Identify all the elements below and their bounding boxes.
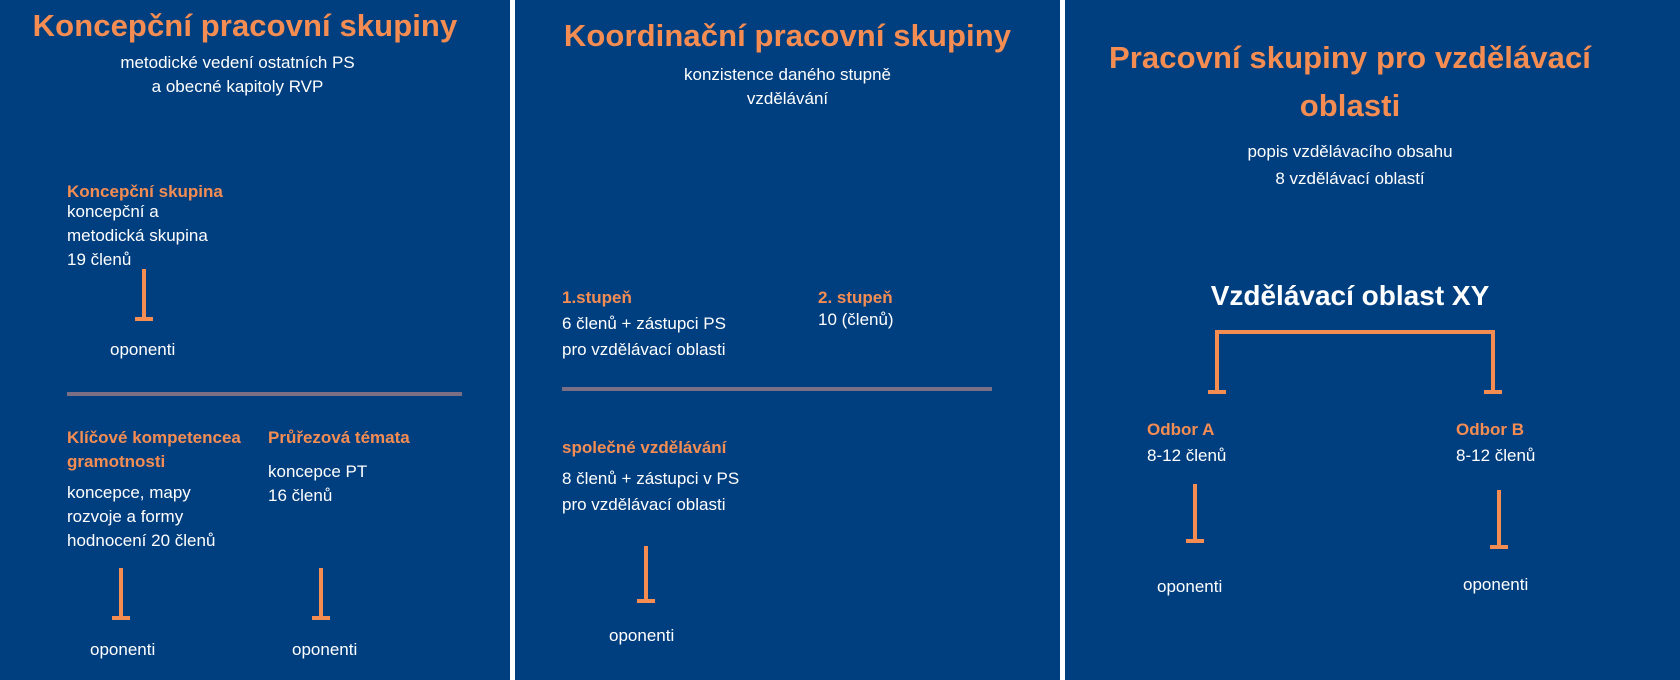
connector-end	[1490, 545, 1508, 549]
stage1-box	[562, 286, 726, 363]
key-competences-line: rozvoje a formy	[67, 507, 184, 526]
opponents-label: oponenti	[1157, 577, 1223, 596]
connector-end	[637, 599, 655, 603]
dept-b-members: 8-12 členů	[1456, 446, 1536, 465]
stage2-heading: 2. stupeň	[818, 288, 893, 307]
dept-b-heading: Odbor B	[1456, 420, 1524, 439]
section-divider	[562, 387, 992, 391]
bracket-right-end	[1484, 390, 1502, 394]
connector-line	[119, 568, 123, 619]
subtitle-line: vzdělávání	[746, 89, 829, 108]
concept-group-members: 19 členů	[67, 250, 132, 269]
section-divider	[67, 392, 462, 396]
subtitle-line: konzistence daného stupně	[684, 65, 891, 84]
panel-subtitle	[0, 51, 475, 99]
stage1-line: 6 členů + zástupci PS	[562, 314, 726, 333]
connector-line	[644, 546, 648, 602]
connector-end	[312, 616, 330, 620]
subtitle-line: metodické vedení ostatních PS	[120, 53, 355, 72]
key-competences-box	[67, 426, 241, 553]
common-education-line: 8 členů + zástupci v PS	[562, 469, 740, 488]
key-competences-line: hodnocení 20 členů	[67, 531, 216, 550]
opponents-label: oponenti	[90, 640, 156, 659]
panel-conceptual-groups	[0, 0, 510, 680]
subtitle-line: a obecné kapitoly RVP	[151, 77, 324, 96]
opponents-label: oponenti	[110, 340, 176, 359]
opponents-label: oponenti	[609, 626, 675, 645]
dept-a-members: 8-12 členů	[1147, 446, 1227, 465]
cross-topics-line: koncepce PT	[268, 462, 368, 481]
common-education-box	[562, 436, 739, 518]
common-education-heading: společné vzdělávání	[562, 438, 727, 457]
stage2-members: 10 (členů)	[818, 310, 894, 329]
stage2-box	[818, 286, 894, 332]
dept-a-box	[1147, 418, 1226, 468]
cross-topics-heading: Průřezová témata	[268, 428, 410, 447]
opponents-label: oponenti	[1463, 575, 1529, 594]
subtitle-line: 8 vzdělávací oblastí	[1275, 169, 1425, 188]
concept-group-heading: Koncepční skupina	[67, 182, 223, 201]
connector-line	[1193, 484, 1197, 542]
concept-group-line: metodická skupina	[67, 226, 208, 245]
concept-group-box	[67, 180, 223, 272]
connector-end	[1186, 539, 1204, 543]
panel-title: Koncepční pracovní skupiny	[32, 8, 458, 43]
panel-coordination-groups	[515, 0, 1060, 680]
title-line: Pracovní skupiny pro vzdělávací	[1108, 40, 1592, 75]
opponents-label: oponenti	[292, 640, 358, 659]
bracket-left-end	[1208, 390, 1226, 394]
key-competences-line: koncepce, mapy	[67, 483, 191, 502]
stage1-line: pro vzdělávací oblasti	[562, 340, 726, 359]
bracket-left	[1215, 330, 1219, 392]
key-competences-heading: gramotnosti	[67, 452, 166, 471]
connector-line	[319, 568, 323, 619]
dept-a-heading: Odbor A	[1147, 420, 1215, 439]
connector-line	[1497, 490, 1501, 548]
concept-group-line: koncepční a	[67, 202, 159, 221]
stage1-heading: 1.stupeň	[562, 288, 632, 307]
connector-end	[112, 616, 130, 620]
cross-topics-box	[268, 426, 410, 508]
connector-line	[142, 269, 146, 320]
common-education-line: pro vzdělávací oblasti	[562, 495, 726, 514]
key-competences-heading: Klíčové kompetencea	[67, 428, 241, 447]
panel-subtitle	[1065, 138, 1635, 192]
title-line: oblasti	[1299, 88, 1401, 123]
education-area-title: Vzdělávací oblast XY	[1210, 280, 1490, 311]
bracket-right	[1491, 330, 1495, 392]
panel-subtitle	[515, 63, 1060, 111]
panel-education-area-groups	[1065, 0, 1680, 680]
connector-end	[135, 317, 153, 321]
subtitle-line: popis vzdělávacího obsahu	[1247, 142, 1453, 161]
dept-b-box	[1456, 418, 1535, 468]
bracket-top	[1215, 330, 1495, 334]
panel-title	[1065, 34, 1635, 130]
panel-title: Koordinační pracovní skupiny	[563, 18, 1012, 53]
cross-topics-members: 16 členů	[268, 486, 333, 505]
